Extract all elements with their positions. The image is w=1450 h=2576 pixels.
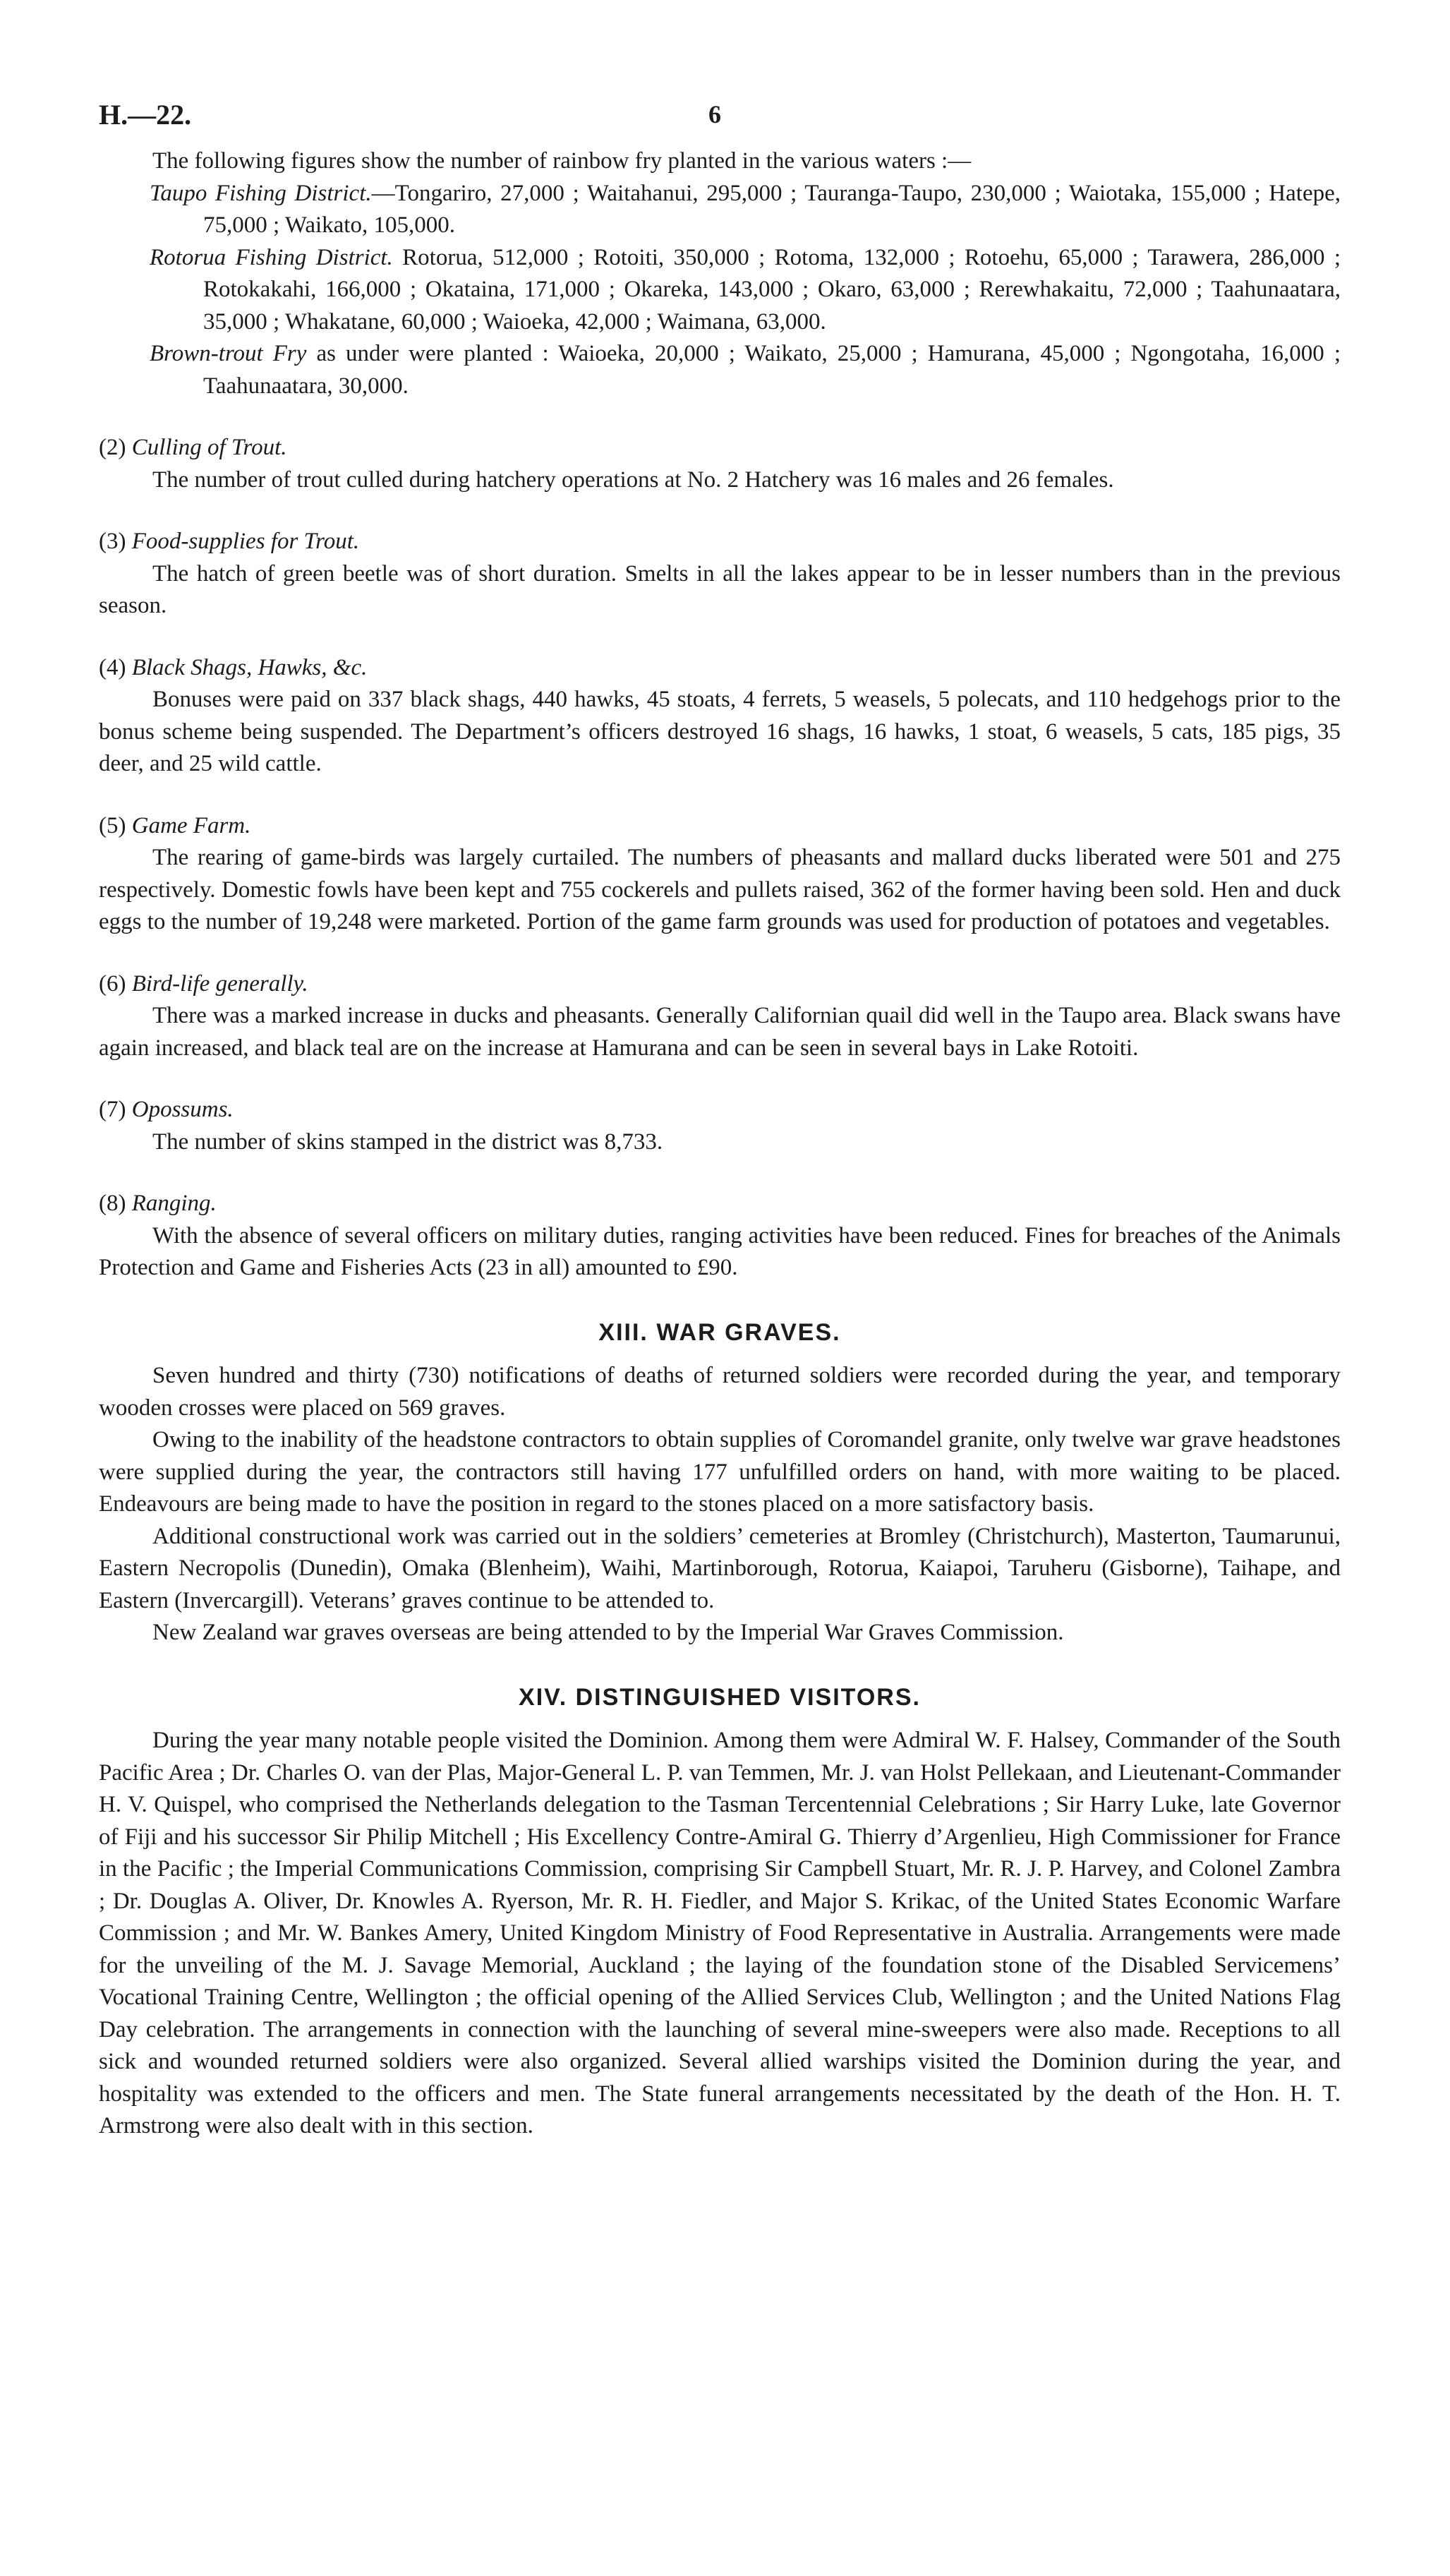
section-title-text: Opossums. xyxy=(131,1097,234,1122)
section-number: (3) xyxy=(99,529,126,554)
section-body-ranging: With the absence of several officers on military duties, ranging activities have been reduced. Fines for breaches of the Animals Protection and Game and Fisheries Acts (23 in all) amounted to £90. xyxy=(99,1222,1341,1280)
war-graves-paragraph: New Zealand war graves overseas are being attended to by the Imperial War Graves Commission. xyxy=(152,1620,1064,1645)
section-body-game-farm: The rearing of game-birds was largely curtailed. The numbers of pheasants and mallard ducks liberated were 501 and 275 respectively. Domestic fowls have been kept and 755 cockerels and pullets raised, 362 of the former having been sold. Hen and duck eggs to the number of 19,248 were marketed. Portion of the game farm grounds was used for production of potatoes and vegetables. xyxy=(99,845,1341,934)
fry-entry-brown-trout xyxy=(99,338,1341,402)
section-title-text: Ranging. xyxy=(131,1191,217,1216)
fry-entry-label: Brown-trout Fry xyxy=(150,341,307,366)
section-body-food-supplies: The hatch of green beetle was of short duration. Smelts in all the lakes appear to be in lesser numbers than in the previous season. xyxy=(99,560,1341,618)
war-graves-heading: XIII. WAR GRAVES. xyxy=(598,1318,841,1346)
war-graves-paragraph: Additional constructional work was carried out in the soldiers’ cemeteries at Bromley (Christchurch), Masterton, Taumarunui, Eastern Necropolis (Dunedin), Omaka (Blenheim), Waihi, Martinborough, Rotorua, Kaiapoi, Taruheru (Gisborne), Taihape, and Eastern (Invercargill). Veterans’ graves continue to be attended to. xyxy=(99,1523,1341,1613)
fry-intro: The following figures show the number of rainbow fry planted in the various waters :— xyxy=(152,148,972,174)
section-title-text: Culling of Trout. xyxy=(131,435,287,460)
section-title-text: Food-supplies for Trout. xyxy=(131,529,360,554)
section-number: (7) xyxy=(99,1097,126,1122)
section-number: (2) xyxy=(99,435,126,460)
section-body-opossums: The number of skins stamped in the district was 8,733. xyxy=(152,1128,663,1155)
page-number: 6 xyxy=(708,100,721,128)
fry-entry-text: as under were planted : Waioeka, 20,000 ; Waikato, 25,000 ; Hamurana, 45,000 ; Ngongotaha, 16,000 ; Taahunaatara, 30,000. xyxy=(203,341,1341,399)
section-title-culling xyxy=(99,432,1341,464)
section-title-food-supplies xyxy=(99,526,1341,558)
fry-entry-label: Taupo Fishing District. xyxy=(150,180,372,206)
fry-entry-text: —Tongariro, 27,000 ; Waitahanui, 295,000 ; Tauranga-Taupo, 230,000 ; Waiotaka, 155,000 ; Hatepe, 75,000 ; Waikato, 105,000. xyxy=(203,180,1341,238)
section-body-culling: The number of trout culled during hatchery operations at No. 2 Hatchery was 16 males and 26 females. xyxy=(152,467,1114,493)
visitors-paragraph: During the year many notable people visited the Dominion. Among them were Admiral W. F. Halsey, Commander of the South Pacific Area ; Dr. Charles O. van der Plas, Major-General L. P. van Temmen, Mr. J. van Holst Pellekaan, and Lieutenant-Commander H. V. Quispel, who comprised the Netherlands delegation to the Tasman Tercentennial Celebrations ; Sir Harry Luke, late Governor of Fiji and his successor Sir Philip Mitchell ; His Excellency Contre-Amiral G. Thierry d’Argenlieu, High Commissioner for France in the Pacific ; the Imperial Communications Commission, comprising Sir Campbell Stuart, Mr. R. J. P. Harvey, and Colonel Zambra ; Dr. Douglas A. Oliver, Dr. Knowles A. Ryerson, Mr. R. H. Fiedler, and Major S. Krikac, of the United States Economic Warfare Commission ; and Mr. W. Bankes Amery, United Kingdom Ministry of Food Representative in Australia. Arrangements were made for the unveiling of the M. J. Savage Memorial, Auckland ; the laying of the foundation stone of the Disabled Servicemens’ Vocational Training Centre, Wellington ; the official opening of the Allied Services Club, Wellington ; and the United Nations Flag Day celebration. The arrangements in connection with the launching of several mine-sweepers were also made. Receptions to all sick and wounded returned soldiers were also organized. Several allied warships visited the Dominion during the year, and hospitality was extended to the officers and men. The State funeral arrangements necessitated by the death of the Hon. H. T. Armstrong were also dealt with in this section. xyxy=(99,1728,1341,2138)
section-body-bird-life: There was a marked increase in ducks and pheasants. Generally Californian quail did well in the Taupo area. Black swans have again increased, and black teal are on the increase at Hamurana and can be seen in several bays in Lake Rotoiti. xyxy=(99,1003,1341,1061)
section-title-text: Game Farm. xyxy=(131,812,251,838)
section-title-text: Bird-life generally. xyxy=(131,970,308,997)
fry-entry-label: Rotorua Fishing District. xyxy=(150,244,393,270)
section-number: (5) xyxy=(99,812,126,838)
section-title-bird-life xyxy=(99,968,1341,1001)
page-header xyxy=(99,99,1341,141)
war-graves-paragraph: Owing to the inability of the headstone contractors to obtain supplies of Coromandel granite, only twelve war grave headstones were supplied during the year, the contractors still having 177 unfulfilled orders on hand, with more waiting to be placed. Endeavours are being made to have the position in regard to the stones placed on a more satisfactory basis. xyxy=(99,1427,1341,1517)
section-title-black-shags xyxy=(99,652,1341,685)
section-number: (4) xyxy=(99,654,126,680)
section-title-opossums xyxy=(99,1094,1341,1126)
section-title-text: Black Shags, Hawks, &c. xyxy=(131,654,368,680)
fry-entry-text: Rotorua, 512,000 ; Rotoiti, 350,000 ; Rotoma, 132,000 ; Rotoehu, 65,000 ; Tarawera, 286,000 ; Rotokakahi, 166,000 ; Okataina, 171,000 ; Okareka, 143,000 ; Okaro, 63,000 ; Rerewhakaitu, 72,000 ; Taahunaatara, 35,000 ; Whakatane, 60,000 ; Waioeka, 42,000 ; Waimana, 63,000. xyxy=(203,244,1341,335)
document-reference: H.—22. xyxy=(99,99,192,131)
visitors-heading: XIV. DISTINGUISHED VISITORS. xyxy=(519,1683,921,1711)
section-number: (6) xyxy=(99,970,126,997)
fry-entry-rotorua xyxy=(99,242,1341,339)
fry-entry-taupo xyxy=(99,178,1341,242)
section-number: (8) xyxy=(99,1191,126,1216)
section-title-ranging xyxy=(99,1188,1341,1220)
section-title-game-farm xyxy=(99,810,1341,843)
document-page xyxy=(99,99,1341,2143)
section-body-black-shags: Bonuses were paid on 337 black shags, 440 hawks, 45 stoats, 4 ferrets, 5 weasels, 5 polecats, and 110 hedgehogs prior to the bonus scheme being suspended. The Department’s officers destroyed 16 shags, 16 hawks, 1 stoat, 6 weasels, 5 cats, 185 pigs, 35 deer, and 25 wild cattle. xyxy=(99,687,1341,776)
war-graves-paragraph: Seven hundred and thirty (730) notifications of deaths of returned soldiers were recorded during the year, and temporary wooden crosses were placed on 569 graves. xyxy=(99,1363,1341,1421)
